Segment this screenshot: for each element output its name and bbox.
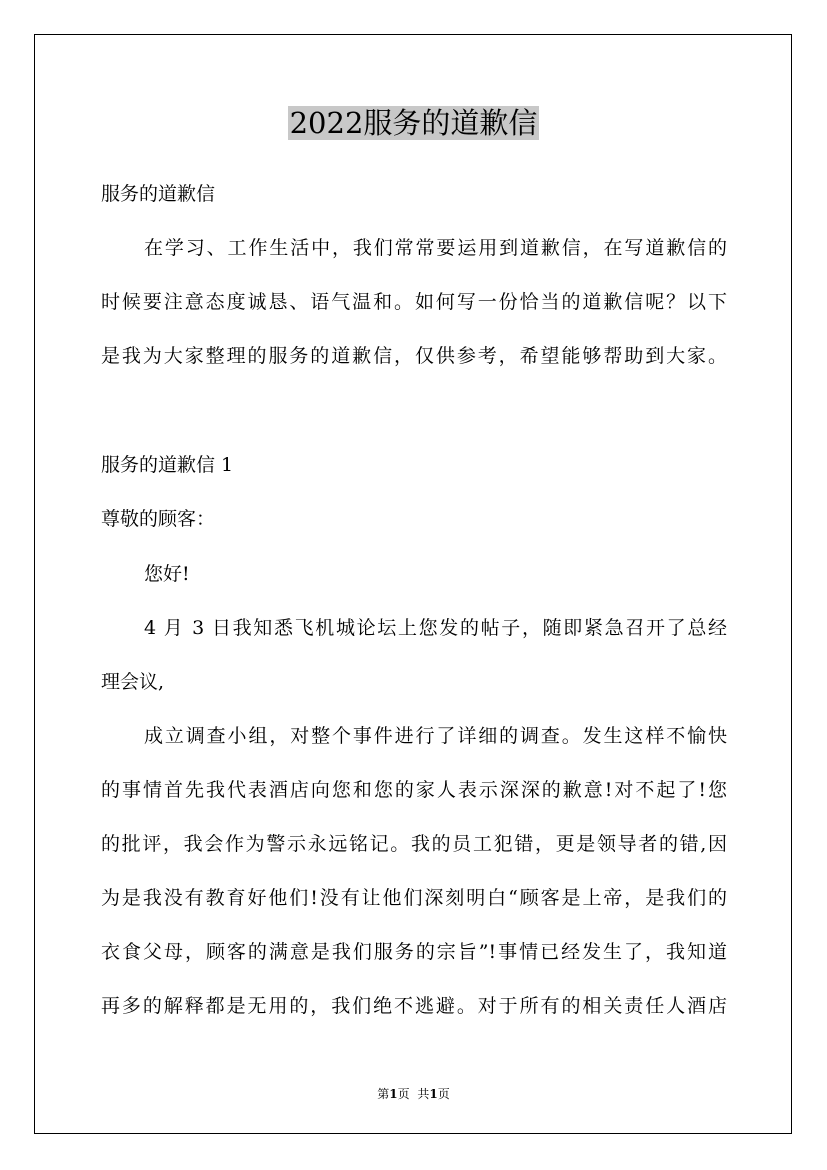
paragraph-line: 衣食父母，顾客的满意是我们服务的宗旨”!事情已经发生了，我知道 [101, 941, 727, 963]
paragraph-line: 是我为大家整理的服务的道歉信，仅供参考，希望能够帮助到大家。 [101, 345, 727, 367]
paragraph-line: 在学习、工作生活中，我们常常要运用到道歉信，在写道歉信的 [144, 237, 727, 259]
page-label-post: 页 [397, 1087, 410, 1101]
document-title [0, 101, 827, 145]
paragraph-line: 为是我没有教育好他们!没有让他们深刻明白“顾客是上帝，是我们的 [101, 887, 727, 909]
paragraph-line: 理会议, [101, 671, 165, 693]
greeting: 您好! [144, 563, 190, 585]
paragraph-line: 的批评，我会作为警示永远铭记。我的员工犯错，更是领导者的错,因 [101, 833, 727, 855]
total-label-post: 页 [437, 1087, 450, 1101]
paragraph-line: 的事情首先我代表酒店向您和您的家人表示深深的歉意!对不起了!您 [101, 779, 727, 801]
total-pages: 1 [429, 1087, 438, 1101]
paragraph-line: 再多的解释都是无用的，我们绝不逃避。对于所有的相关责任人酒店 [101, 995, 727, 1017]
letter-heading: 服务的道歉信 1 [101, 454, 234, 476]
page-footer [0, 1085, 827, 1102]
page-label-pre: 第 [377, 1087, 390, 1101]
salutation: 尊敬的顾客： [101, 508, 216, 530]
page-number: 1 [389, 1087, 398, 1101]
paragraph-line: 4 月 3 日我知悉飞机城论坛上您发的帖子，随即紧急召开了总经 [144, 617, 727, 639]
paragraph-line: 时候要注意态度诚恳、语气温和。如何写一份恰当的道歉信呢？以下 [101, 291, 727, 313]
total-label-pre: 共 [417, 1087, 430, 1101]
section-heading: 服务的道歉信 [101, 183, 216, 205]
title-text: 2022服务的道歉信 [289, 106, 538, 140]
paragraph-line: 成立调查小组，对整个事件进行了详细的调查。发生这样不愉快 [144, 725, 727, 747]
